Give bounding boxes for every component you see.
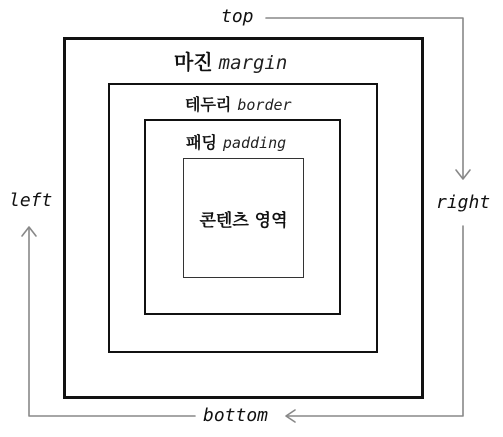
- margin-label-korean: 마진: [174, 50, 213, 74]
- padding-label-korean: 패딩: [186, 133, 217, 152]
- direction-bottom: bottom: [203, 405, 269, 426]
- direction-top: top: [221, 6, 254, 27]
- border-label-english: border: [237, 96, 292, 114]
- margin-label-english: margin: [218, 52, 288, 74]
- direction-left: left: [9, 190, 53, 211]
- top-to-right-arrow: [266, 18, 463, 178]
- right-to-bottom-arrow: [287, 226, 463, 416]
- bottom-to-left-arrow: [29, 229, 195, 416]
- content-area-label: 콘텐츠 영역: [199, 210, 288, 231]
- direction-right: right: [436, 192, 491, 213]
- border-label-korean: 테두리: [185, 95, 232, 114]
- padding-label-english: padding: [222, 134, 287, 152]
